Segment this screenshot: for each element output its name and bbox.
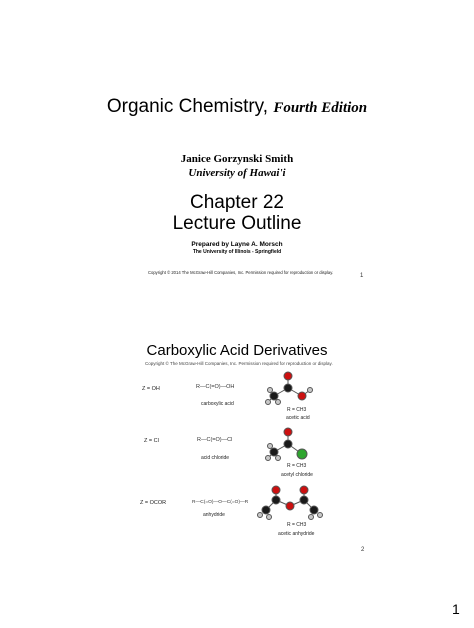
author-university: University of Hawai'i: [188, 167, 286, 179]
formula-row-1: R = CH3: [287, 407, 307, 413]
z-label-oh: Z = OH: [142, 386, 160, 392]
prepared-by: Prepared by Layne A. Morsch: [191, 241, 283, 248]
lecture-outline-title: Lecture Outline: [172, 213, 302, 234]
slide-1-page-number: 1: [360, 273, 364, 279]
chapter-heading: [0, 192, 474, 234]
acetic-anhydride-model-icon: [258, 486, 323, 520]
name-anhydride: anhydride: [203, 512, 225, 518]
z-label-cl: Z = Cl: [144, 438, 159, 444]
compound-acetic-anhydride: acetic anhydride: [278, 531, 315, 537]
slide-2-page-number: 2: [361, 547, 365, 553]
name-acid-chloride: acid chloride: [201, 455, 230, 461]
compound-acetyl-chloride: acetyl chloride: [281, 472, 313, 478]
book-title-main: Organic Chemistry,: [106, 96, 274, 117]
compound-acetic-acid: acetic acid: [286, 415, 310, 421]
formula-row-2: R = CH3: [287, 463, 307, 469]
structure-anhydride: R—C(=O)—O—C(=O)—R: [192, 500, 249, 505]
structure-carboxylic-acid: R—C(=O)—OH: [196, 384, 235, 390]
molecular-models: [256, 370, 336, 550]
acetic-acid-model-icon: [266, 372, 313, 405]
book-title: [0, 96, 474, 118]
author-name: Janice Gorzynski Smith: [180, 153, 294, 165]
slide-2-title: Carboxylic Acid Derivatives: [146, 342, 328, 359]
slide-2-copyright: Copyright © The McGraw-Hill Companies, Inc. Permission required for reproduction or display.: [145, 361, 333, 366]
book-edition: Fourth Edition: [273, 100, 368, 116]
chapter-number: Chapter 22: [189, 192, 284, 213]
copyright-notice: Copyright © 2014 The McGraw-Hill Companies, Inc. Permission required for reproduction or display.: [148, 270, 334, 275]
document-page-number: 1: [452, 601, 460, 617]
formula-row-3: R = CH3: [287, 522, 307, 528]
structure-acid-chloride: R—C(=O)—Cl: [197, 437, 233, 443]
z-label-ocor: Z = OCOR: [140, 500, 167, 506]
acetyl-chloride-model-icon: [266, 428, 308, 461]
name-carboxylic-acid: carboxylic acid: [201, 401, 234, 407]
preparer-institution: The University of Illinois - Springfield: [192, 249, 282, 255]
